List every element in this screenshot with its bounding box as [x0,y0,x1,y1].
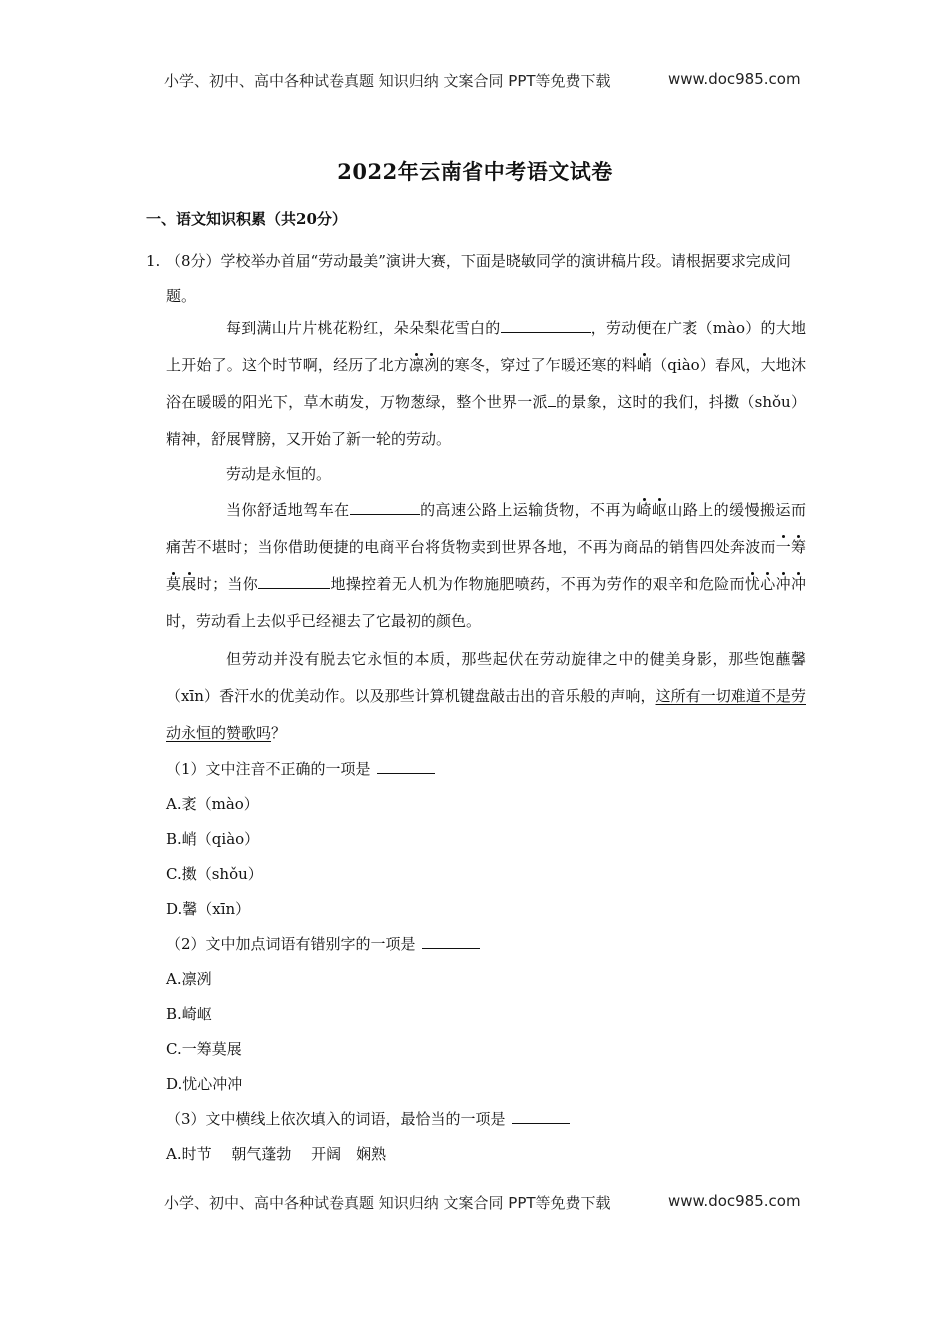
passage-paragraph-3 [166,492,806,640]
sub-question-2 [166,933,480,954]
exam-title: 2022年云南省中考语文试卷 [337,159,613,184]
dotted-char: 冲 [775,575,791,593]
passage-text: 的寒冬，穿过了乍暖还寒的料 [439,356,637,374]
dotted-char: 展 [181,575,197,593]
passage-text: 山路上的缓慢搬运而痛苦不堪时；当你借助便捷的电商平台将货物卖到世界各地，不再为商品的销售四处奔波而 [166,501,806,556]
answer-blank-3[interactable] [512,1109,570,1124]
footer-site-link[interactable]: www.doc985.com [668,1192,801,1210]
question-number: 1. [146,252,161,270]
footer-text: 小学、初中、高中各种试卷真题 知识归纳 文案合同 PPT等免费下载 [164,1194,611,1212]
passage-text: 劳动是永恒的。 [226,465,332,483]
dotted-char: 崎 [636,501,652,519]
underlined-sentence: 这所有一切难道不是劳动永恒的赞歌吗 [166,687,806,742]
passage-text: 地操控着无人机为作物施肥喷药，不再为劳作的艰辛和危险而 [330,575,745,593]
dotted-word-qiao: 峭 [636,356,653,374]
passage-paragraph-4 [166,641,806,752]
passage-text: ，劳动便在广袤（mào）的大地上开始了。这个时节啊，经历了北方 [166,319,806,374]
dotted-word-qiqu [636,501,667,519]
section-heading: 一、语文知识积累（共20分） [146,210,347,228]
option-1d: D.馨（xīn） [166,900,251,918]
option-1b: B.峭（qiào） [166,830,260,848]
passage-text: 每到满山片片桃花粉红，朵朵梨花雪白的 [226,319,501,337]
page-footer [164,1192,804,1213]
question-1 [146,244,806,314]
passage-text: 但劳动并没有脱去它永恒的本质，那些起伏在劳动旋律之中的健美身影，那些饱蘸馨（xīn）香汗水的优美动作。以及那些计算机键盘敲击出的音乐般的声响， [166,650,806,705]
option-2d: D.忧心冲冲 [166,1075,243,1093]
sub-question-prompt: （3）文中横线上依次填入的词语，最恰当的一项是 [166,1110,506,1128]
option-2a: A.凛冽 [166,970,212,988]
dotted-word-youxinchongchong [745,575,806,593]
dotted-char: 筹 [790,538,806,556]
header-text: 小学、初中、高中各种试卷真题 知识归纳 文案合同 PPT等免费下载 [164,72,611,90]
passage-text: （qiào）春风，大地沐浴在暖暖的阳光下，草木萌发，万物葱绿，整个世界一派 [166,356,806,411]
fill-blank-3[interactable] [350,498,420,515]
sub-question-1 [166,758,435,779]
passage-text: ？ [271,724,287,742]
option-2b: B.崎岖 [166,1005,212,1023]
sub-question-3 [166,1108,570,1129]
dotted-char: 冽 [424,356,440,374]
fill-blank-2[interactable] [548,390,556,407]
dotted-char: 一 [775,538,791,556]
passage-text: 当你舒适地驾车在 [226,501,350,519]
dotted-char: 心 [760,575,776,593]
option-3a: A.时节 朝气蓬勃 开阔 娴熟 [166,1145,387,1163]
passage-text: 时，劳动看上去似乎已经褪去了它最初的颜色。 [166,612,482,630]
option-1a: A.袤（mào） [166,795,259,813]
page-header [164,70,804,91]
fill-blank-1[interactable] [501,316,591,333]
passage-text: 时；当你 [196,575,259,593]
sub-question-prompt: （2）文中加点词语有错别字的一项是 [166,935,416,953]
dotted-chars [409,356,439,374]
dotted-char: 忧 [744,575,761,593]
header-site-link[interactable]: www.doc985.com [668,70,801,88]
sub-question-prompt: （1）文中注音不正确的一项是 [166,760,371,778]
answer-blank-1[interactable] [377,759,435,774]
option-2c: C.一筹莫展 [166,1040,242,1058]
dotted-word-linlie [409,356,439,374]
dotted-char: 冲 [790,575,806,593]
fill-blank-4[interactable] [258,572,330,589]
option-1c: C.擞（shǒu） [166,865,263,883]
passage-text: 的景象，这时的我们，抖擞（shǒu）精神，舒展臂膀，又开始了新一轮的劳动。 [166,393,806,448]
question-text: （8分）学校举办首届“劳动最美”演讲大赛，下面是晓敏同学的演讲稿片段。请根据要求完成问题。 [166,252,791,305]
dotted-char: 莫 [166,575,182,593]
dotted-char: 岖 [651,501,668,519]
passage-paragraph-2 [166,456,806,493]
dotted-char: 凛 [409,356,425,374]
passage-paragraph-1 [166,310,806,458]
passage-text: 的高速公路上运输货物，不再为 [419,501,637,519]
answer-blank-2[interactable] [422,934,480,949]
